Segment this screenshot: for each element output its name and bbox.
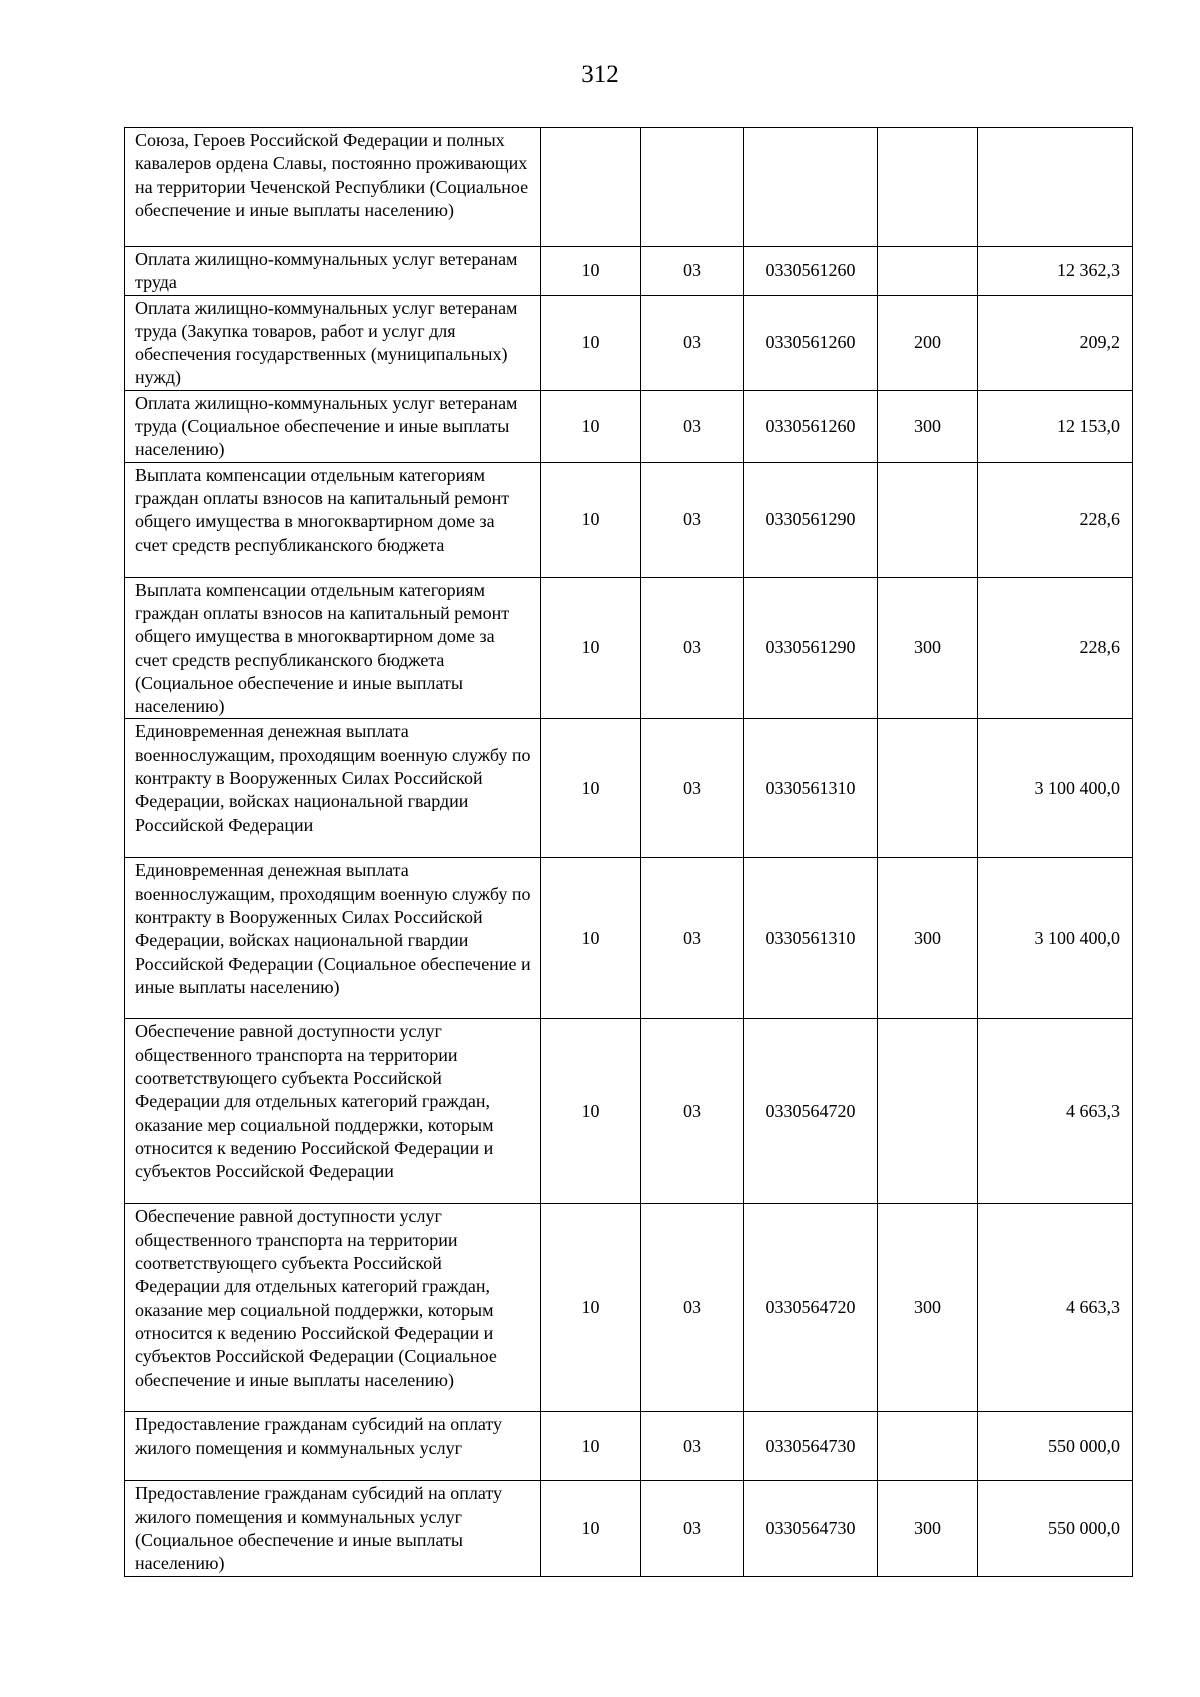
cell-section: 10 [541, 1204, 641, 1412]
cell-section: 10 [541, 1412, 641, 1481]
page-number: 312 [581, 61, 619, 88]
cell-expense-type: 300 [878, 577, 978, 719]
cell-description: Единовременная денежная выплата военнослужащим, проходящим военную службу по контракту в Вооруженных Силах Российской Федерации, войсках национальной гвардии Российской Федерации (Социальное обеспечение и иные выплаты населению) [125, 858, 541, 1019]
cell-subsection: 03 [641, 390, 744, 462]
cell-description: Единовременная денежная выплата военнослужащим, проходящим военную службу по контракту в Вооруженных Силах Российской Федерации, войсках национальной гвардии Российской Федерации [125, 719, 541, 858]
cell-description: Оплата жилищно-коммунальных услуг ветеранам труда (Социальное обеспечение и иные выплаты населению) [125, 390, 541, 462]
cell-target-article: 0330564730 [744, 1412, 878, 1481]
cell-expense-type: 200 [878, 295, 978, 390]
cell-expense-type: 300 [878, 390, 978, 462]
table-row [125, 577, 1133, 719]
cell-section: 10 [541, 719, 641, 858]
cell-target-article: 0330561310 [744, 719, 878, 858]
cell-amount: 12 362,3 [978, 247, 1133, 296]
table-row [125, 295, 1133, 390]
cell-description: Обеспечение равной доступности услуг общественного транспорта на территории соответствующего субъекта Российской Федерации для отдельных категорий граждан, оказание мер социальной поддержки, которым относится к ведению Российской Федерации и субъектов Российской Федерации (Социальное обеспечение и иные выплаты населению) [125, 1204, 541, 1412]
cell-target-article: 0330561310 [744, 858, 878, 1019]
cell-description: Союза, Героев Российской Федерации и полных кавалеров ордена Славы, постоянно проживающих на территории Чеченской Республики (Социальное обеспечение и иные выплаты населению) [125, 128, 541, 247]
cell-section: 10 [541, 858, 641, 1019]
table-row [125, 390, 1133, 462]
cell-expense-type [878, 1019, 978, 1204]
cell-amount: 3 100 400,0 [978, 719, 1133, 858]
cell-amount: 4 663,3 [978, 1019, 1133, 1204]
cell-amount: 209,2 [978, 295, 1133, 390]
cell-subsection: 03 [641, 1481, 744, 1576]
cell-section [541, 128, 641, 247]
table-row [125, 128, 1133, 247]
table-row [125, 1412, 1133, 1481]
budget-table-body [125, 128, 1133, 1577]
cell-section: 10 [541, 577, 641, 719]
cell-description: Оплата жилищно-коммунальных услуг ветеранам труда [125, 247, 541, 296]
cell-description: Предоставление гражданам субсидий на оплату жилого помещения и коммунальных услуг [125, 1412, 541, 1481]
cell-amount: 4 663,3 [978, 1204, 1133, 1412]
cell-target-article: 0330561260 [744, 247, 878, 296]
cell-section: 10 [541, 295, 641, 390]
cell-expense-type: 300 [878, 1481, 978, 1576]
cell-description: Выплата компенсации отдельным категориям граждан оплаты взносов на капитальный ремонт общего имущества в многоквартирном доме за счет средств республиканского бюджета (Социальное обеспечение и иные выплаты населению) [125, 577, 541, 719]
cell-amount: 12 153,0 [978, 390, 1133, 462]
cell-subsection [641, 128, 744, 247]
cell-target-article: 0330561290 [744, 462, 878, 577]
cell-section: 10 [541, 1481, 641, 1576]
budget-table [124, 127, 1133, 1577]
cell-description: Оплата жилищно-коммунальных услуг ветеранам труда (Закупка товаров, работ и услуг для обеспечения государственных (муниципальных) нужд) [125, 295, 541, 390]
cell-subsection: 03 [641, 858, 744, 1019]
cell-amount: 3 100 400,0 [978, 858, 1133, 1019]
table-row [125, 1204, 1133, 1412]
cell-amount [978, 128, 1133, 247]
cell-description: Предоставление гражданам субсидий на оплату жилого помещения и коммунальных услуг (Социальное обеспечение и иные выплаты населению) [125, 1481, 541, 1576]
cell-section: 10 [541, 390, 641, 462]
cell-expense-type [878, 1412, 978, 1481]
cell-subsection: 03 [641, 1204, 744, 1412]
cell-target-article: 0330561260 [744, 295, 878, 390]
cell-subsection: 03 [641, 247, 744, 296]
cell-expense-type: 300 [878, 1204, 978, 1412]
cell-expense-type [878, 128, 978, 247]
cell-subsection: 03 [641, 295, 744, 390]
cell-subsection: 03 [641, 719, 744, 858]
table-row [125, 719, 1133, 858]
cell-target-article: 0330564730 [744, 1481, 878, 1576]
table-row [125, 462, 1133, 577]
cell-amount: 228,6 [978, 462, 1133, 577]
cell-expense-type [878, 719, 978, 858]
cell-section: 10 [541, 247, 641, 296]
cell-section: 10 [541, 462, 641, 577]
table-row [125, 858, 1133, 1019]
cell-subsection: 03 [641, 1412, 744, 1481]
cell-target-article: 0330561290 [744, 577, 878, 719]
cell-target-article: 0330561260 [744, 390, 878, 462]
table-row [125, 247, 1133, 296]
cell-amount: 228,6 [978, 577, 1133, 719]
cell-target-article: 0330564720 [744, 1019, 878, 1204]
cell-subsection: 03 [641, 462, 744, 577]
cell-target-article: 0330564720 [744, 1204, 878, 1412]
cell-description: Обеспечение равной доступности услуг общественного транспорта на территории соответствующего субъекта Российской Федерации для отдельных категорий граждан, оказание мер социальной поддержки, которым относится к ведению Российской Федерации и субъектов Российской Федерации [125, 1019, 541, 1204]
cell-section: 10 [541, 1019, 641, 1204]
table-row [125, 1481, 1133, 1576]
cell-expense-type [878, 462, 978, 577]
cell-subsection: 03 [641, 1019, 744, 1204]
table-row [125, 1019, 1133, 1204]
cell-amount: 550 000,0 [978, 1481, 1133, 1576]
cell-expense-type [878, 247, 978, 296]
cell-subsection: 03 [641, 577, 744, 719]
cell-amount: 550 000,0 [978, 1412, 1133, 1481]
cell-expense-type: 300 [878, 858, 978, 1019]
cell-target-article [744, 128, 878, 247]
cell-description: Выплата компенсации отдельным категориям граждан оплаты взносов на капитальный ремонт общего имущества в многоквартирном доме за счет средств республиканского бюджета [125, 462, 541, 577]
